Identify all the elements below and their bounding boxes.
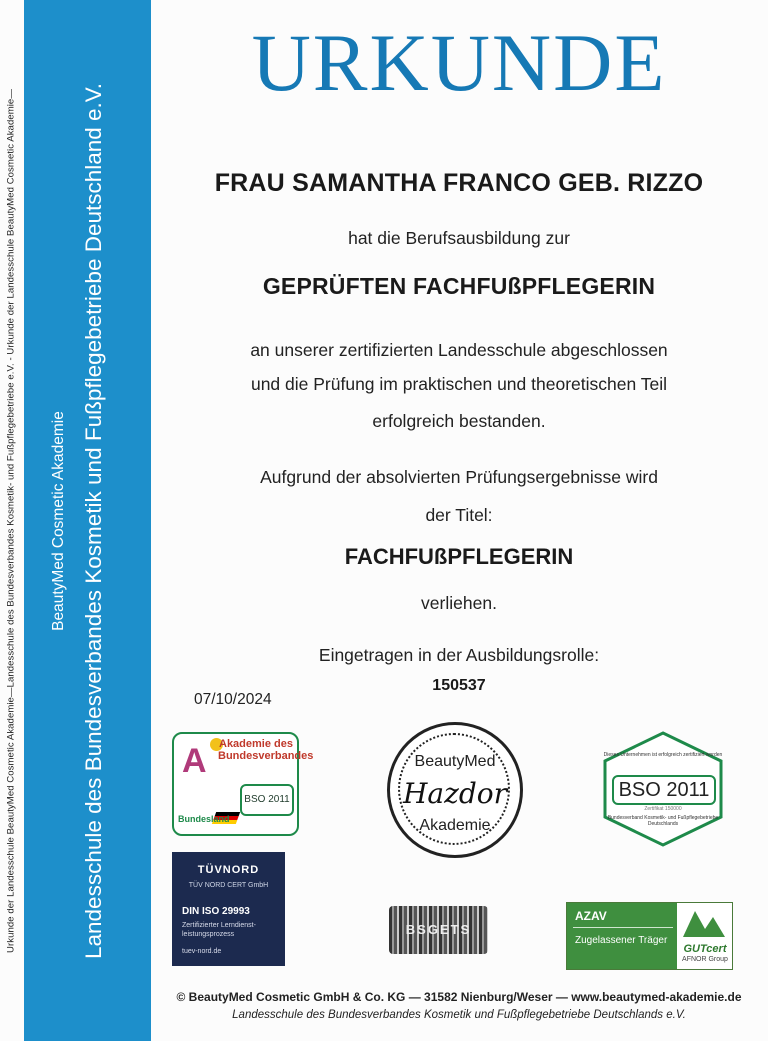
akademie-bundesland-label: Bundesland: [178, 814, 230, 824]
hologram-sticker: [389, 906, 488, 954]
bso-label: BSO 2011: [612, 775, 716, 805]
certificate-content: [150, 0, 768, 1041]
recipient-name: FRAU SAMANTHA FRANCO GEB. RIZZO: [214, 169, 704, 197]
gutcert-mark-icon: [681, 909, 727, 939]
register-label: Eingetragen in der Ausbildungsrolle:: [318, 645, 600, 665]
awarded-title: FACHFUßPFLEGERIN: [344, 544, 574, 569]
seal-top-text: BeautyMed: [414, 753, 496, 770]
azav-divider: [573, 927, 673, 928]
body-line-3: erfolgreich bestanden.: [372, 411, 546, 431]
bso-bottom-text: Bundesverband Kosmetik- und Fußpflegebetriebe Deutschlands: [607, 815, 719, 827]
footer-federation-line: Landesschule des Bundesverbandes Kosmetik und Fußpflegebetriebe Deutschlands e.V.: [232, 1009, 686, 1021]
register-number: 150537: [432, 677, 486, 694]
intro-text: hat die Berufsausbildung zur: [348, 228, 570, 248]
edge-repeat-text: [0, 0, 22, 1041]
azav-subtitle: Zugelassener Träger: [575, 935, 668, 946]
akademie-logo-title: Akademie des Bundesverbandes: [218, 738, 314, 762]
body-line-1: an unserer zertifizierten Landesschule abgeschlossen: [250, 340, 668, 360]
certificate-title: URKUNDE: [251, 17, 667, 108]
result-line-2: der Titel:: [425, 505, 493, 525]
body-line-2: und die Prüfung im praktischen und theoretischen Teil: [250, 374, 668, 394]
qualification: GEPRÜFTEN FACHFUßPFLEGERIN: [262, 273, 656, 299]
issue-date: 07/10/2024: [194, 691, 272, 708]
signature: Hazdor: [402, 777, 508, 810]
gutcert-group: AFNOR Group: [682, 956, 728, 963]
seal-bottom-text: Akademie: [419, 817, 491, 834]
bso-top-text: Dieses Unternehmen ist erfolgreich zertifiziert worden: [603, 752, 723, 758]
bso-cert-number: Zertifikat 150000: [644, 806, 682, 812]
akademie-logo: [172, 732, 314, 836]
band-text-federation: Landesschule des Bundesverbandes Kosmetik und Fußpflegebetriebe Deutschland e.V.: [80, 82, 106, 959]
result-line-1: Aufgrund der absolvierten Prüfungsergebnisse wird: [260, 467, 658, 487]
tuev-url: tuev-nord.de: [182, 948, 222, 955]
footer-company-line: © BeautyMed Cosmetic GmbH & Co. KG — 31582 Nienburg/Weser — www.beautymed-akademie.de: [176, 990, 742, 1004]
azav-logo: [566, 902, 733, 970]
azav-title: AZAV: [575, 909, 607, 923]
bso-2011-logo: [602, 730, 724, 848]
tuev-norm: DIN ISO 29993: [182, 906, 250, 917]
tuev-nord-logo: [172, 852, 285, 966]
hologram-text: BSGETS: [405, 922, 472, 937]
gutcert-brand: GUTcert: [683, 943, 727, 955]
akademie-letter: A: [182, 742, 207, 780]
tuev-description: Zertifizierter Lerndienst-leistungsprozess: [182, 922, 256, 938]
akademie-bso-badge: BSO 2011: [240, 784, 294, 816]
awarded-text: verliehen.: [421, 593, 497, 613]
tuev-brand: TÜVNORD: [197, 864, 260, 876]
tuev-company: TÜV NORD CERT GmbH: [188, 882, 269, 889]
edge-text-line: Urkunde der Landesschule BeautyMed Cosmetic Akademie—Landesschule des Bundesverbandes Kosmetik- und Fußpflegebetriebe e.V. - Urkunde der Landesschule BeautyMed Cosmetic Akademie—: [5, 88, 17, 953]
side-band: [24, 0, 151, 1041]
beautymed-seal: [387, 722, 523, 858]
band-text-academy: BeautyMed Cosmetic Akademie: [49, 410, 67, 631]
